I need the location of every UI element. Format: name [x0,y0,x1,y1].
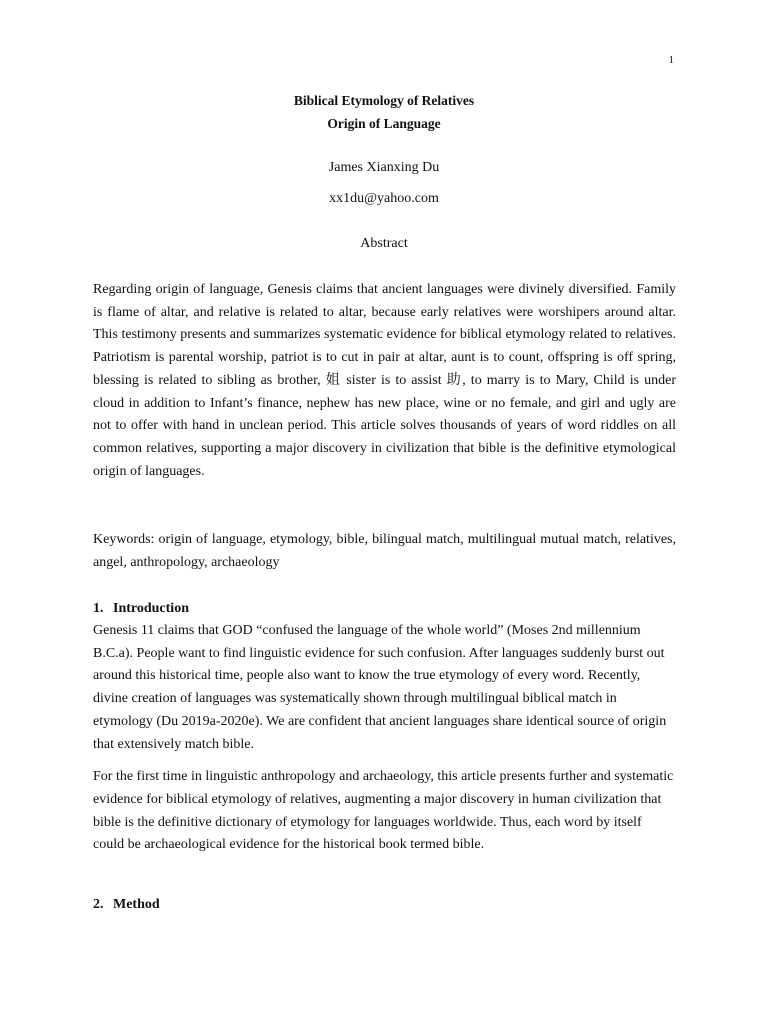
abstract-heading: Abstract [360,236,408,251]
section-title: Introduction [113,601,189,616]
page-number: 1 [668,54,674,66]
section-title: Method [113,897,160,912]
paper-title: Biblical Etymology of Relatives [293,93,475,108]
abstract-paragraph: Regarding origin of language, Genesis claims that ancient languages were divinely diversified. Family is flame of altar, and relative is related to altar, because early relatives were worshipers around altar. This testimony presents and summarizes systematic evidence for biblical etymology related to relatives. Patriotism is parental worship, patriot is to cut in pair at altar, aunt is to count, offspring is off spring, blessing is related to sibling as brother, 姐 sister is to assist 助, to marry is to Mary, Child is under cloud in addition to Infant’s finance, nephew has new place, wine or no female, and girl and ugly are not to offer with hand in unclean period. This article solves thousands of years of word riddles on all common relatives, supporting a major discovery in civilization that bible is the definitive etymological origin of languages. [93,282,676,479]
author-name: James Xianxing Du [328,160,440,175]
paper-subtitle: Origin of Language [327,116,441,131]
author-email: xx1du@yahoo.com [329,191,439,206]
section-method [93,894,676,916]
section-heading [93,894,676,916]
section-number: 2. [93,897,104,912]
section-introduction [93,598,676,867]
title-block [92,89,676,254]
intro-paragraph-2: For the first time in linguistic anthropology and archaeology, this article presents further and systematic evidence for biblical etymology of relatives, augmenting a major discovery in human civilization that bible is the definitive dictionary of etymology for languages worldwide. Thus, each word by itself could be archaeological evidence for the historical book termed bible. [93,769,674,853]
section-heading [93,598,676,620]
section-number: 1. [93,601,104,616]
keywords-paragraph: Keywords: origin of language, etymology, bible, bilingual match, multilingual mutual match, relatives, angel, anthropology, archaeology [93,532,676,570]
intro-paragraph-1: Genesis 11 claims that GOD “confused the language of the whole world” (Moses 2nd millennium B.C.a). People want to find linguistic evidence for such confusion. After languages suddenly burst out around this historical time, people also want to know the true etymology of every word. Recently, divine creation of languages was systematically shown through multilingual biblical match in etymology (Du 2019a-2020e). We are confident that ancient languages share identical source of origin that extensively match bible. [93,623,667,752]
